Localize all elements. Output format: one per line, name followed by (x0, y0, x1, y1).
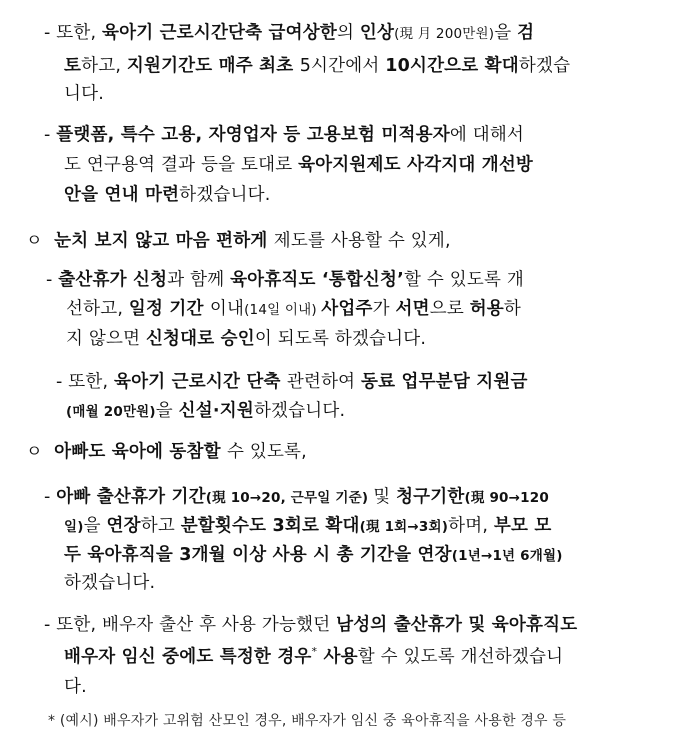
text-bold: 일정 기간 (128, 299, 210, 319)
text-bold: 안을 연내 마련 (64, 185, 180, 205)
text: 하겠습니다. (179, 185, 271, 205)
text: 할 수 있도록 개 (404, 270, 524, 290)
s3-item1-line2 (64, 514, 552, 539)
text: 다. (64, 677, 87, 697)
dash-marker: - (44, 487, 57, 507)
text-bold: 육아기 근로시간단축 급여상한 (102, 23, 337, 43)
text: 5시간에서 (299, 56, 386, 76)
s2-item1-line3 (66, 327, 426, 351)
s2-item1-line1 (46, 268, 524, 292)
text: 하겠습니다. (253, 401, 346, 421)
text: 할 수 있도록 개선하겠습니 (357, 647, 564, 667)
s1-item1-line3 (64, 82, 104, 106)
text: 및 (373, 487, 397, 507)
text: 수 있도록, (226, 442, 307, 462)
s3-item1-line4 (64, 571, 155, 595)
text: 과 함께 (167, 270, 231, 290)
text-bold: 사업주 (321, 299, 373, 319)
s1-item2-line2 (64, 153, 533, 177)
text-bold: 사용 시 총 기간을 연장 (272, 545, 452, 565)
dash-marker: - (46, 270, 59, 290)
footnote-text: * (예시) 배우자가 고위험 산모인 경우, 배우자가 임신 중 육아휴직을 사용한 경우 등 (48, 713, 567, 729)
text: 을 (83, 516, 107, 536)
text-bold: 플랫폼, 특수 고용, 자영업자 등 고용보험 미적용자 (56, 125, 450, 145)
text-bold: 사용 (317, 647, 358, 667)
text-bold: 분할횟수도 3회로 확대 (180, 516, 360, 536)
s2-item2-line1 (56, 370, 528, 394)
text-bold: 출산휴가 신청 (58, 270, 168, 290)
text: 하고 (140, 516, 181, 536)
text: 하고, (81, 56, 127, 76)
s1-item1-line1 (44, 21, 534, 46)
text-bold: 서면 (395, 299, 430, 319)
text-small: (現 月 200만원) (394, 26, 495, 42)
text-bold: 두 육아휴직을 3개월 이상 (64, 545, 273, 565)
text-small: (14일 이내) (244, 302, 322, 318)
footnote-marker: * (311, 645, 318, 659)
text: 선하고, (66, 299, 129, 319)
text-bold: 육아지원제도 사각지대 개선방 (298, 155, 534, 175)
text-small: (現 90→120 (464, 490, 549, 506)
text: 또한, 배우자 출산 후 사용 가능했던 (56, 615, 337, 635)
text: 제도를 사용할 수 있게, (273, 231, 451, 251)
text-bold: 배우자 임신 중에도 특정한 경우 (64, 647, 312, 667)
text-bold: 청구기한 (396, 487, 465, 507)
text-bold: 육아휴직도 ‘통합신청’ (230, 270, 404, 290)
s1-item1-line2 (64, 54, 570, 78)
dash-marker: - (44, 125, 57, 145)
s3-item1-line3 (64, 543, 563, 568)
text: 으로 (429, 299, 470, 319)
text: 하 (503, 299, 522, 319)
text-bold: 육아기 근로시간 단축 (114, 372, 287, 392)
s2-item2-line2 (66, 399, 345, 424)
text-bold: 연장 (106, 516, 141, 536)
text: 또한, (56, 23, 103, 43)
text: 니다. (64, 84, 104, 104)
text-bold: 지원기간도 매주 최초 (126, 56, 300, 76)
s2-heading (26, 229, 451, 253)
text-bold: 아빠 출산휴가 기간 (56, 487, 206, 507)
text-bold: 아빠도 육아에 동참할 (54, 442, 227, 462)
text-bold: 토 (64, 56, 82, 76)
text: 이 되도록 하겠습니다. (254, 329, 427, 349)
text: 을 (494, 23, 518, 43)
text-small: (現 1회→3회) (359, 519, 449, 535)
text-small: (1년→1년 6개월) (451, 548, 563, 564)
text-bold: 허용 (469, 299, 504, 319)
circle-bullet-icon: ㅇ (26, 442, 43, 462)
text: 지 않으면 (66, 329, 146, 349)
s2-item1-line2 (66, 297, 521, 322)
text: 도 연구용역 결과 등을 토대로 (64, 155, 299, 175)
text: 을 (155, 401, 179, 421)
text: 하며, (448, 516, 494, 536)
footnote (48, 711, 566, 731)
text: 관련하여 (286, 372, 362, 392)
s3-item2-line3 (64, 675, 87, 699)
s3-item2-line2 (64, 645, 563, 669)
s3-item1-line1 (44, 485, 549, 510)
dash-marker: - (56, 372, 69, 392)
text: 하겠습 (518, 56, 571, 76)
text-small: 일) (64, 519, 84, 535)
text: 또한, (68, 372, 115, 392)
text-bold: 인상 (359, 23, 395, 43)
text-bold: 신설·지원 (178, 401, 254, 421)
dash-marker: - (44, 615, 57, 635)
text-small: (現 10→20, 근무일 기준) (205, 490, 374, 506)
text: 이내 (209, 299, 245, 319)
text-bold: 검 (517, 23, 535, 43)
text: 하겠습니다. (64, 573, 156, 593)
text: 의 (336, 23, 360, 43)
text-bold: 남성의 출산휴가 및 육아휴직도 (336, 615, 578, 635)
circle-bullet-icon: ㅇ (26, 231, 43, 251)
s1-item2-line1 (44, 123, 524, 147)
text: 에 대해서 (449, 125, 525, 145)
text-small: (매월 20만원) (66, 404, 156, 420)
text: 가 (372, 299, 396, 319)
text-bold: 부모 모 (493, 516, 552, 536)
s3-item2-line1 (44, 613, 577, 637)
text-bold: 동료 업무분담 지원금 (361, 372, 528, 392)
text-bold: 신청대로 승인 (145, 329, 255, 349)
text-bold: 눈치 보지 않고 마음 편하게 (54, 231, 274, 251)
text-bold: 10시간으로 확대 (385, 56, 519, 76)
dash-marker: - (44, 23, 57, 43)
s3-heading (26, 440, 307, 464)
s1-item2-line3 (64, 183, 271, 207)
